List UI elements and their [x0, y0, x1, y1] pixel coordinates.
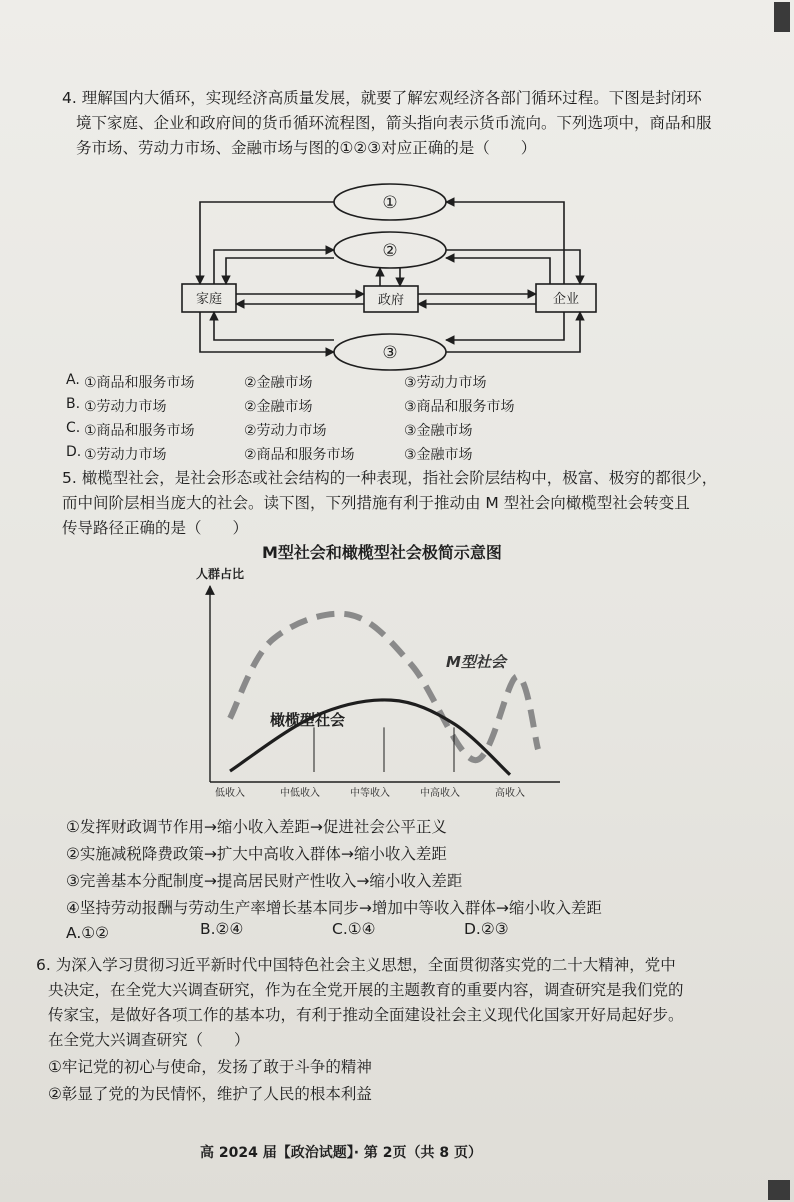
q4-option-b-item-1: ①劳动力市场 [84, 399, 167, 415]
q4-option-d-item-2: ②商品和服务市场 [244, 447, 355, 463]
x-tick-label: 中等收入 [350, 788, 390, 799]
q5-statement-2: ②实施减税降费政策→扩大中高收入群体→缩小收入差距 [66, 845, 447, 863]
q5-choice-b[interactable]: B.②④ [200, 920, 244, 938]
q4-option-a-label[interactable]: A. [66, 372, 80, 388]
q5-line-2: 而中间阶层相当庞大的社会。读下图，下列措施有利于推动由 M 型社会向橄榄型社会转变且 [62, 494, 690, 512]
q4-line-1: 4. 理解国内大循环，实现经济高质量发展，就要了解宏观经济各部门循环过程。下图是封闭环 [62, 89, 702, 107]
corner-mark-top-right [774, 2, 790, 32]
q6-line-6: ②彰显了党的为民情怀，维护了人民的根本利益 [48, 1085, 372, 1103]
q4-option-d-item-1: ①劳动力市场 [84, 447, 167, 463]
q6-line-5: ①牢记党的初心与使命，发扬了敢于斗争的精神 [48, 1058, 372, 1076]
page-footer: 高 2024 届【政治试题】· 第 2页（共 8 页） [200, 1145, 483, 1161]
q4-option-b-item-2: ②金融市场 [244, 399, 313, 415]
y-axis-label: 人群占比 [196, 567, 245, 581]
q4-option-b-item-3: ③商品和服务市场 [404, 399, 515, 415]
q4-option-a-item-3: ③劳动力市场 [404, 375, 487, 391]
corner-mark-bottom-right [768, 1180, 790, 1200]
q4-option-a-item-2: ②金融市场 [244, 375, 313, 391]
chart-title: M型社会和橄榄型社会极简示意图 [262, 543, 502, 562]
x-tick-label: 低收入 [215, 788, 245, 799]
q4-option-c-label[interactable]: C. [66, 420, 81, 436]
q4-option-b-label[interactable]: B. [66, 396, 81, 412]
x-tick-label: 中低收入 [280, 788, 320, 799]
series-m-label: M型社会 [446, 653, 506, 671]
q5-choice-c[interactable]: C.①④ [332, 920, 376, 938]
q5-statement-1: ①发挥财政调节作用→缩小收入差距→促进社会公平正义 [66, 818, 447, 836]
q4-option-c-item-2: ②劳动力市场 [244, 423, 327, 439]
market-1-label: ① [382, 193, 398, 213]
enterprise-label: 企业 [552, 292, 580, 307]
q4-option-a-item-1: ①商品和服务市场 [84, 375, 195, 391]
q4-option-d-label[interactable]: D. [66, 444, 82, 460]
x-tick-label: 中高收入 [420, 788, 460, 799]
q6-line-1: 6. 为深入学习贯彻习近平新时代中国特色社会主义思想，全面贯彻落实党的二十大精神，党中 [36, 956, 676, 974]
income-distribution-chart [190, 560, 570, 800]
q4-option-d-item-3: ③金融市场 [404, 447, 473, 463]
q6-line-2: 央决定，在全党大兴调查研究，作为在全党开展的主题教育的重要内容，调查研究是我们党的 [48, 981, 684, 999]
government-label: 政府 [377, 293, 405, 308]
family-label: 家庭 [195, 292, 223, 307]
q5-line-3: 传导路径正确的是（ ） [62, 519, 249, 537]
q5-choice-a[interactable]: A.①② [66, 924, 110, 942]
q4-option-c-item-1: ①商品和服务市场 [84, 423, 195, 439]
money-flow-diagram [170, 176, 630, 384]
series-olive-label: 橄榄型社会 [270, 711, 346, 729]
x-tick-label: 高收入 [495, 788, 525, 799]
q4-option-c-item-3: ③金融市场 [404, 423, 473, 439]
q5-line-1: 5. 橄榄型社会，是社会形态或社会结构的一种表现，指社会阶层结构中，极富、极穷的都很少， [62, 469, 718, 487]
market-3-label: ③ [382, 343, 398, 363]
q6-line-3: 传家宝，是做好各项工作的基本功，有利于推动全面建设社会主义现代化国家开好局起好步。 [48, 1006, 684, 1024]
q4-line-3: 务市场、劳动力市场、金融市场与图的①②③对应正确的是（ ） [76, 139, 537, 157]
q5-statement-3: ③完善基本分配制度→提高居民财产性收入→缩小收入差距 [66, 872, 463, 890]
q5-statement-4: ④坚持劳动报酬与劳动生产率增长基本同步→增加中等收入群体→缩小收入差距 [66, 899, 602, 917]
q4-line-2: 境下家庭、企业和政府间的货币循环流程图，箭头指向表示货币流向。下列选项中，商品和服 [76, 114, 712, 132]
q5-choice-d[interactable]: D.②③ [464, 920, 509, 938]
q6-line-4: 在全党大兴调查研究（ ） [48, 1031, 250, 1049]
market-2-label: ② [382, 241, 398, 261]
